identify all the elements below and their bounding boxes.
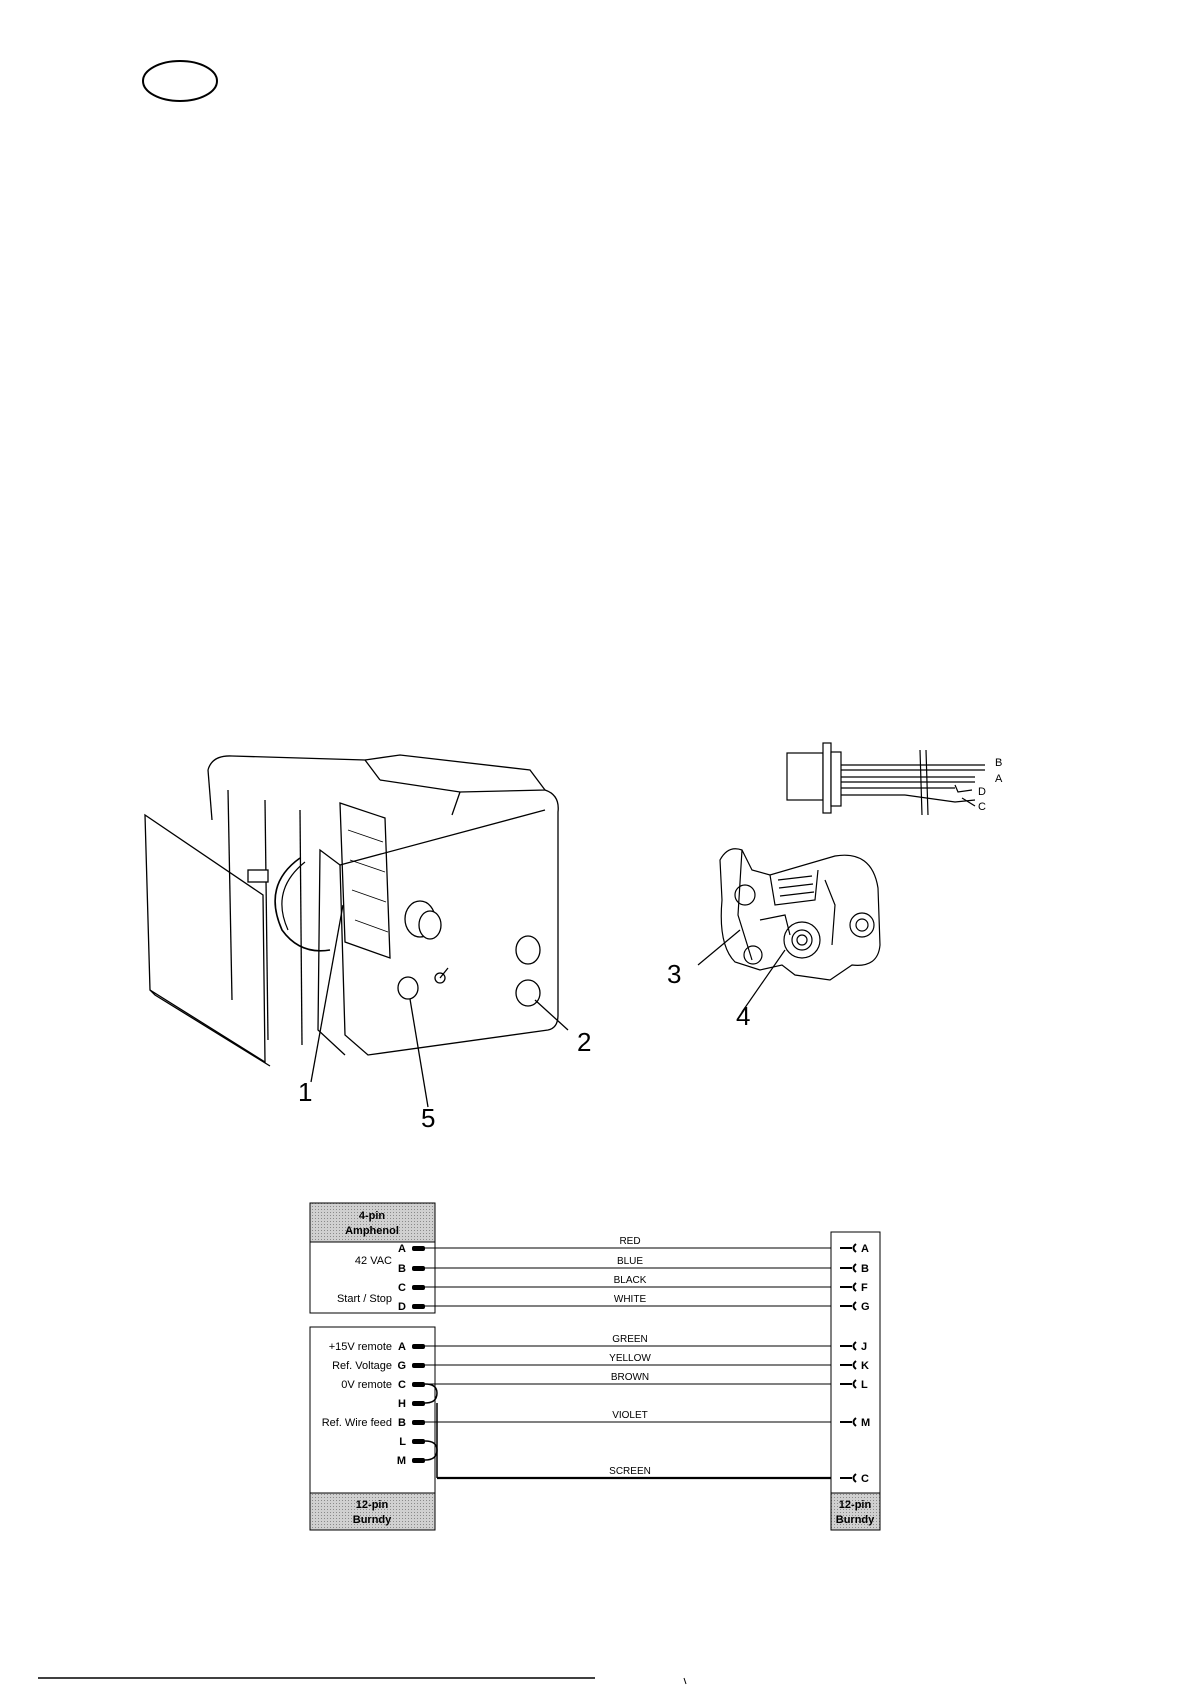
burndy-pin-letter: L xyxy=(399,1436,406,1448)
amphenol-header-line2: Amphenol xyxy=(345,1225,399,1237)
right-pin-letter: K xyxy=(861,1360,869,1372)
plug-pin-label: D xyxy=(978,786,986,798)
wire-color-label: BLUE xyxy=(616,1256,644,1267)
amphenol-header-line1: 4-pin xyxy=(358,1210,386,1222)
wire-color-label: BROWN xyxy=(610,1372,650,1383)
group-label-vac: 42 VAC xyxy=(354,1255,392,1267)
burndy-pin-letter: C xyxy=(398,1379,406,1391)
callout-4: 4 xyxy=(736,1001,751,1031)
burndy-row-label: 0V remote xyxy=(341,1379,392,1391)
callouts xyxy=(298,959,750,1133)
burndy-row-label: Ref. Voltage xyxy=(332,1360,392,1372)
right-pin-letter: C xyxy=(861,1473,869,1485)
callout-3: 3 xyxy=(667,959,682,989)
pin-contact xyxy=(412,1458,425,1463)
right-pin-letter: G xyxy=(861,1301,870,1313)
right-pin-letter: F xyxy=(861,1282,868,1294)
plug-pin-label: C xyxy=(978,801,986,813)
burndy-right-header-line1: 12-pin xyxy=(838,1499,872,1511)
right-pin-letter: B xyxy=(861,1263,869,1275)
pin-contact xyxy=(412,1304,425,1309)
pin-contact xyxy=(412,1363,425,1368)
amphenol-pin-letter: D xyxy=(398,1301,406,1313)
burndy-pin-letter: A xyxy=(398,1341,406,1353)
wire-color-label: BLACK xyxy=(613,1275,647,1286)
callout-5: 5 xyxy=(421,1103,436,1133)
language-oval xyxy=(143,61,217,101)
right-pin-letter: L xyxy=(861,1379,868,1391)
burndy-pin-letter: M xyxy=(396,1455,406,1467)
right-pin-letter: M xyxy=(861,1417,871,1429)
pin-contact xyxy=(412,1401,425,1406)
connector-mechanism-illustration xyxy=(698,849,880,1012)
pin-contact xyxy=(412,1344,425,1349)
right-pin-letter: J xyxy=(861,1341,868,1353)
burndy-left-header-line1: 12-pin xyxy=(355,1499,389,1511)
burndy-left-header-line2: Burndy xyxy=(352,1514,392,1526)
callout-2: 2 xyxy=(577,1027,592,1057)
burndy-pin-letter: G xyxy=(397,1360,406,1372)
pin-contact xyxy=(412,1382,425,1387)
burndy-right-header-line2: Burndy xyxy=(835,1514,875,1526)
pin-contact xyxy=(412,1439,425,1444)
group-label-startstop: Start / Stop xyxy=(336,1293,392,1305)
pin-contact xyxy=(412,1246,425,1251)
wire-color-label: SCREEN xyxy=(609,1466,651,1477)
amphenol-pin-letter: C xyxy=(398,1282,406,1294)
burndy-pin-letter: H xyxy=(398,1398,406,1410)
right-pin-letter: A xyxy=(861,1243,869,1255)
amphenol-pin-letter: A xyxy=(398,1243,406,1255)
wire-color-label: VIOLET xyxy=(612,1410,648,1421)
wires xyxy=(425,1236,831,1478)
amphenol-pin-letter: B xyxy=(398,1263,406,1275)
small-plug-illustration xyxy=(787,743,985,815)
plug-pin-label: A xyxy=(995,773,1003,785)
pin-contact xyxy=(412,1266,425,1271)
wire-color-label: GREEN xyxy=(612,1334,648,1345)
wiring-diagram xyxy=(310,1203,880,1530)
burndy-row-label: +15V remote xyxy=(328,1341,392,1353)
callout-1: 1 xyxy=(298,1077,313,1107)
machine-illustration xyxy=(145,755,568,1107)
footer-tick xyxy=(684,1678,686,1684)
wire-color-label: YELLOW xyxy=(609,1353,651,1364)
plug-pin-label: B xyxy=(995,757,1003,769)
pin-contact xyxy=(412,1420,425,1425)
burndy-pin-letter: B xyxy=(398,1417,406,1429)
pin-contact xyxy=(412,1285,425,1290)
wire-color-label: WHITE xyxy=(613,1294,647,1305)
burndy-row-label: Ref. Wire feed xyxy=(321,1417,392,1429)
wire-color-label: RED xyxy=(619,1236,641,1247)
